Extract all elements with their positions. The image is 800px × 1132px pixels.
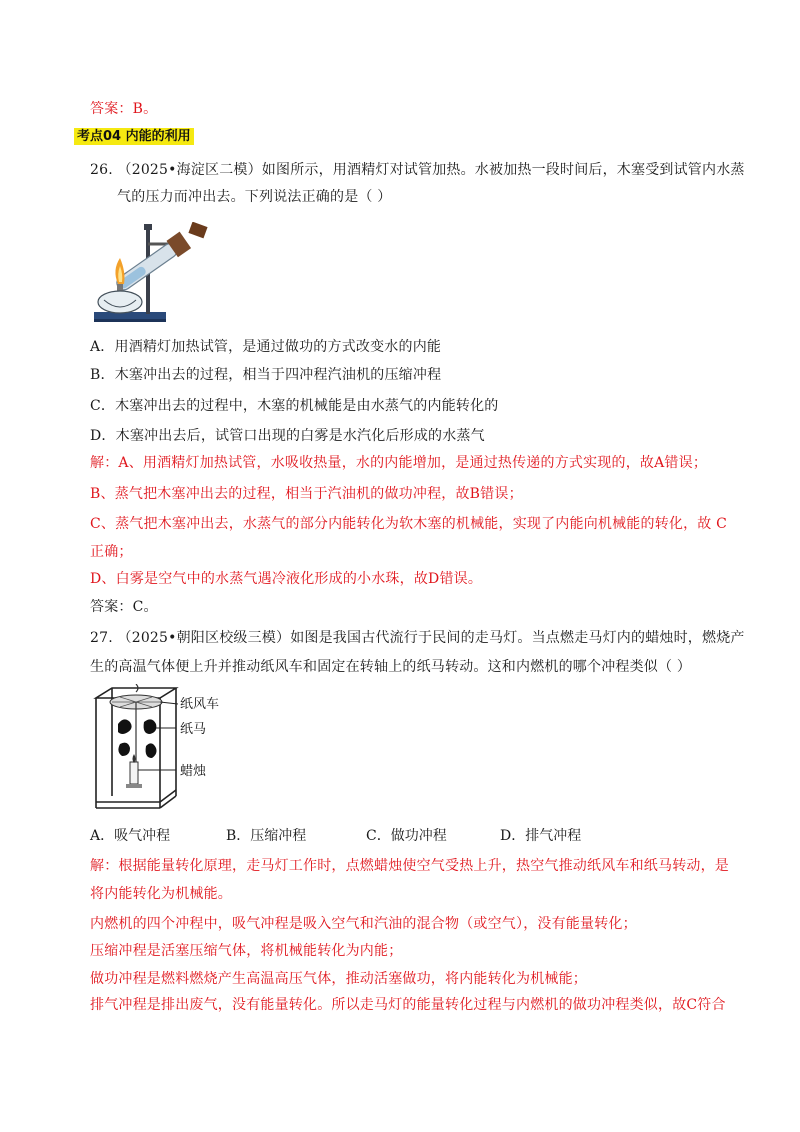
q27-option-d: D．排气冲程 (500, 828, 582, 844)
q27-option-c: C．做功冲程 (366, 828, 447, 844)
label-paper-pinwheel: 纸风车 (180, 697, 220, 712)
q26-stem-line1: 26. （2025•海淀区二模）如图所示，用酒精灯对试管加热。水被加热一段时间后，木塞受到试管内水蒸 (90, 162, 745, 178)
q26-option-c: C．木塞冲出去的过程中，木塞的机械能是由水蒸气的内能转化的 (90, 398, 499, 414)
q26-solution-line2: B、蒸气把木塞冲出去的过程，相当于汽油机的做功冲程，故B错误； (90, 486, 523, 502)
q26-solution-line3: C、蒸气把木塞冲出去，水蒸气的部分内能转化为软木塞的机械能，实现了内能向机械能的转化，故 C (90, 516, 728, 532)
q27-option-b: B．压缩冲程 (226, 828, 307, 844)
label-candle: 蜡烛 (180, 764, 207, 779)
q27-stem-line2: 生的高温气体便上升并推动纸风车和固定在转轴上的纸马转动。这和内燃机的哪个冲程类似（ ） (90, 659, 692, 675)
q27-solution-line3: 内燃机的四个冲程中，吸气冲程是吸入空气和汽油的混合物（或空气），没有能量转化； (90, 916, 637, 932)
prev-answer: 答案：B。 (90, 101, 158, 117)
q26-answer: 答案：C。 (90, 599, 158, 615)
q27-solution-line2: 将内能转化为机械能。 (90, 886, 232, 902)
q27-solution-line5: 做功冲程是燃料燃烧产生高温高压气体，推动活塞做功，将内能转化为机械能； (90, 971, 587, 987)
q26-stem-line2: 气的压力而冲出去。下列说法正确的是（ ） (117, 189, 392, 205)
label-paper-horse: 纸马 (180, 722, 207, 737)
q27-option-a: A．吸气冲程 (90, 828, 171, 844)
q26-solution-line4: 正确； (90, 544, 133, 560)
section-badge: 考点04 内能的利用 (74, 128, 194, 145)
q26-option-a: A．用酒精灯加热试管，是通过做功的方式改变水的内能 (90, 339, 442, 355)
alcohol-lamp-test-tube-figure (90, 222, 225, 324)
q27-solution-line6: 排气冲程是排出废气，没有能量转化。所以走马灯的能量转化过程与内燃机的做功冲程类似，故C符合 (90, 997, 726, 1013)
q27-solution-line4: 压缩冲程是活塞压缩气体，将机械能转化为内能； (90, 943, 403, 959)
q26-solution-line1: 解：A、用酒精灯加热试管，水吸收热量，水的内能增加，是通过热传递的方式实现的，故A错误； (90, 455, 708, 471)
q26-option-b: B．木塞冲出去的过程，相当于四冲程汽油机的压缩冲程 (90, 367, 442, 383)
q26-option-d: D．木塞冲出去后，试管口出现的白雾是水汽化后形成的水蒸气 (90, 428, 485, 444)
q27-solution-line1: 解：根据能量转化原理，走马灯工作时，点燃蜡烛使空气受热上升，热空气推动纸风车和纸马转动，是 (90, 858, 729, 874)
q27-stem-line1: 27. （2025•朝阳区校级三模）如图是我国古代流行于民间的走马灯。当点燃走马灯内的蜡烛时，燃烧产 (90, 630, 745, 646)
trotting-horse-lantern-figure (90, 684, 250, 814)
q26-solution-line5: D、白雾是空气中的水蒸气遇冷液化形成的小水珠，故D错误。 (90, 571, 483, 587)
